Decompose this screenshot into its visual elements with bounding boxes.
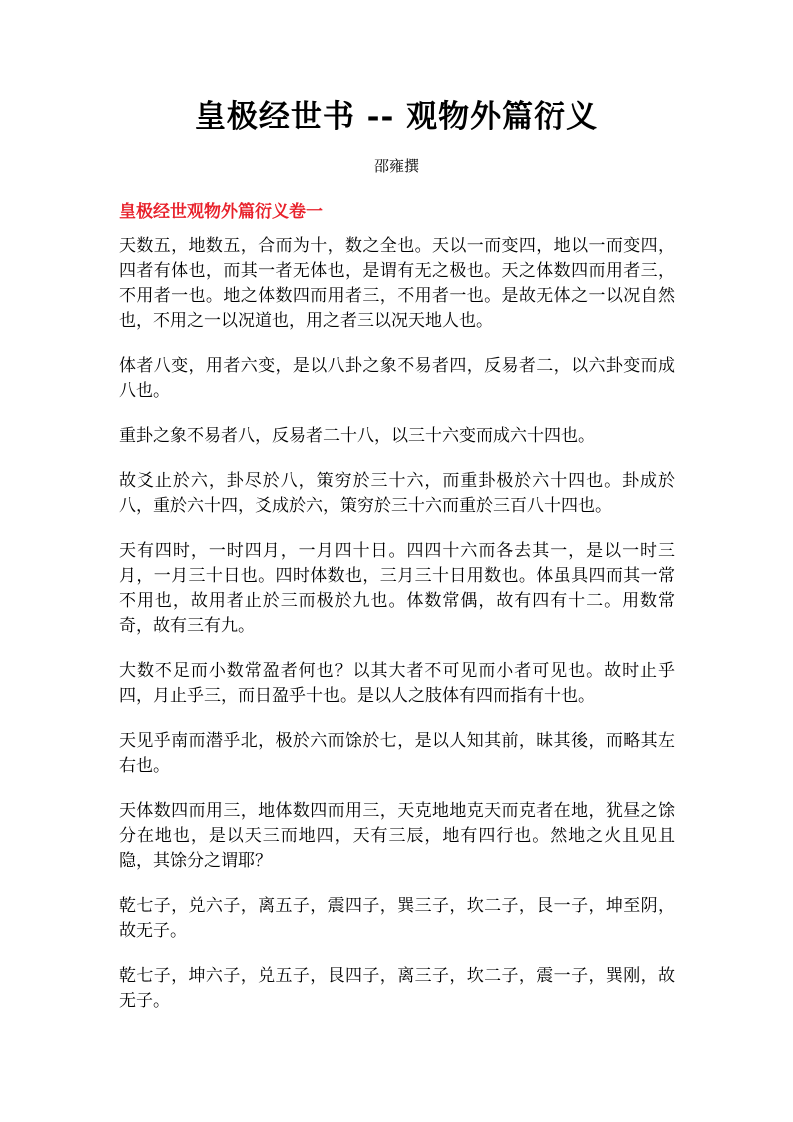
paragraph: 大数不足而小数常盈者何也？以其大者不可见而小者可见也。故时止乎四，月止乎三，而日盈乎十也。是以人之肢体有四而指有十也。	[119, 661, 675, 706]
paragraph: 体者八变，用者六变，是以八卦之象不易者四，反易者二，以六卦变而成八也。	[119, 356, 675, 401]
paragraph: 天数五，地数五，合而为十，数之全也。天以一而变四，地以一而变四，四者有体也，而其一者无体也，是谓有无之极也。天之体数四而用者三，不用者一也。地之体数四而用者三，不用者一也。是故无体之一以况自然也，不用之一以况道也，用之者三以况天地人也。	[119, 236, 675, 331]
paragraph: 天见乎南而潜乎北，极於六而馀於七，是以人知其前，昧其後，而略其左右也。	[119, 731, 675, 776]
chapter-heading: 皇极经世观物外篇衍义卷一	[119, 202, 323, 222]
paragraph: 天有四时，一时四月，一月四十日。四四十六而各去其一，是以一时三月，一月三十日也。四时体数也，三月三十日用数也。体虽具四而其一常不用也，故用者止於三而极於九也。体数常偶，故有四有十二。用数常奇，故有三有九。	[119, 541, 675, 636]
paragraph: 故爻止於六，卦尽於八，策穷於三十六，而重卦极於六十四也。卦成於八，重於六十四，爻成於六，策穷於三十六而重於三百八十四也。	[119, 471, 675, 516]
paragraph: 重卦之象不易者八，反易者二十八，以三十六变而成六十四也。	[119, 426, 595, 446]
document-author: 邵雍撰	[373, 157, 419, 175]
paragraph: 乾七子，坤六子，兑五子，艮四子，离三子，坎二子，震一子，巽刚，故无子。	[119, 966, 675, 1011]
paragraph: 乾七子，兑六子，离五子，震四子，巽三子，坎二子，艮一子，坤至阴，故无子。	[119, 896, 675, 941]
document-title: 皇极经世书 -- 观物外篇衍义	[194, 99, 599, 135]
paragraph: 天体数四而用三，地体数四而用三，天克地地克天而克者在地，犹昼之馀分在地也，是以天三而地四，天有三辰，地有四行也。然地之火且见且隐，其馀分之谓耶？	[119, 801, 675, 871]
document-body	[119, 234, 675, 1034]
